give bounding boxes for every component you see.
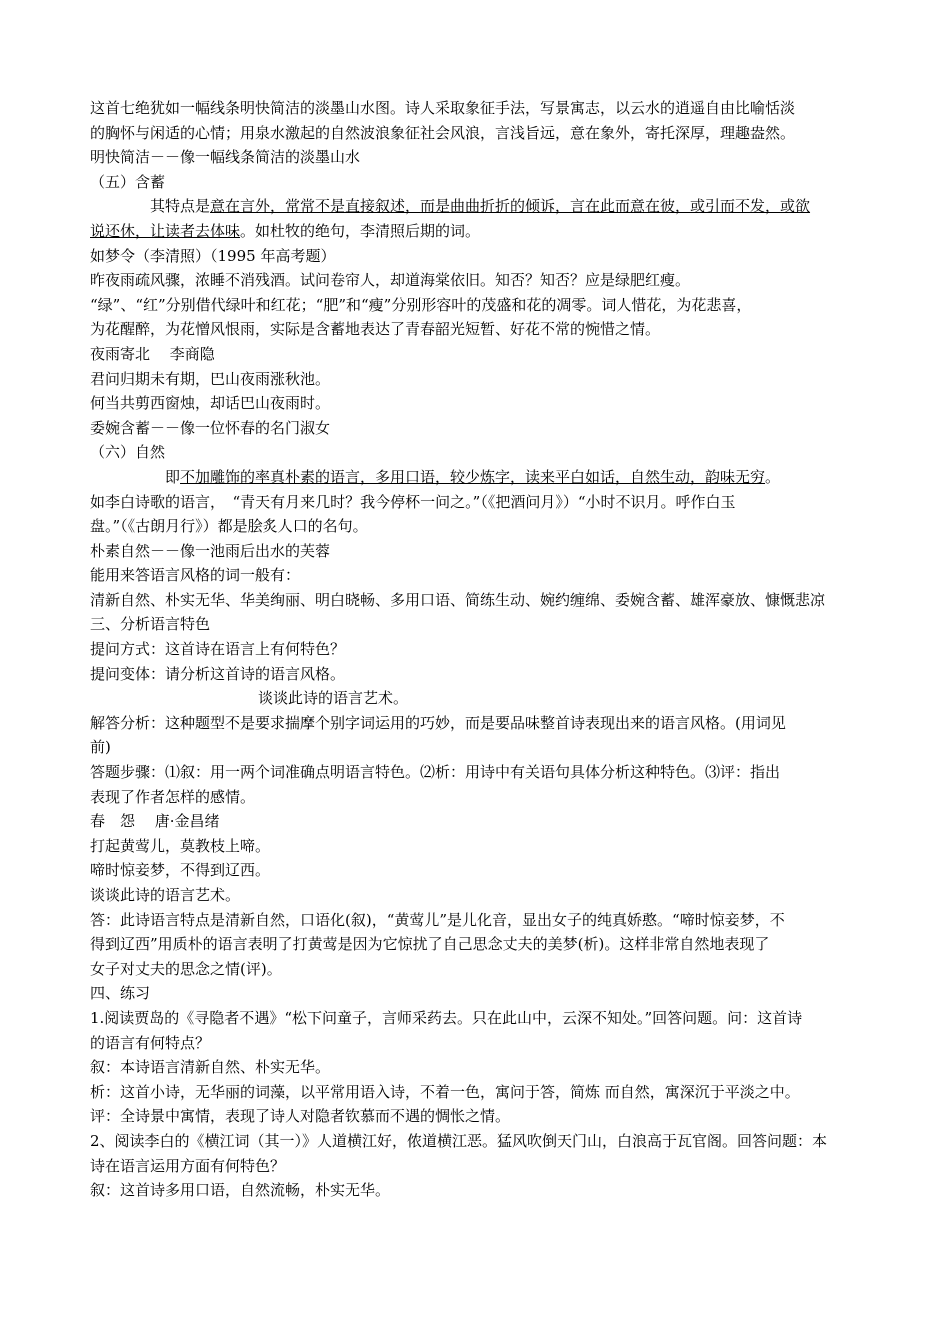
examples-line-4: 夜雨寄北 李商隐 [90,344,215,363]
analysis-line-6: 啼时惊妾梦，不得到辽西。 [90,861,271,880]
analysis-line-8: 答：此诗语言特点是清新自然，口语化(叙)，“黄莺儿”是儿化音，显出女子的纯真娇憨。“啼时惊妾梦，不 [90,910,785,929]
natural-line-6: 提问方式：这首诗在语言上有何特色？ [90,640,346,659]
natural-line-0: 如李白诗歌的语言， “青天有月来几时？我今停杯一问之。”（《把酒问月》）“小时不识月。呼作白玉 [90,492,736,511]
natural-line-1: 盘。”（《古朗月行》）都是脍炙人口的名句。 [90,517,368,536]
examples-line-5: 君问归期未有期，巴山夜雨涨秋池。 [90,369,331,388]
analysis-line-14: 叙：本诗语言清新自然、朴实无华。 [90,1058,331,1077]
analysis-line-4: 春 怨 唐·金昌绪 [90,812,220,831]
question-variant-2: 谈谈此诗的语言艺术。 [258,689,409,708]
analysis-line-15: 析：这首小诗，无华丽的词藻，以平常用语入诗，不着一色，寓问于答，简炼 而自然，寓深沉于平淡之中。 [90,1082,800,1101]
natural-line-3: 能用来答语言风格的词一般有： [90,566,301,585]
text-block-analysis [90,711,870,1203]
paragraph-zi-ran [90,465,870,490]
natural-line-7: 提问变体：请分析这首诗的语言风格。 [90,664,346,683]
analysis-line-18: 诗在语言运用方面有何特色？ [90,1156,286,1175]
han-xu-underlined-1: 意在言外，常常不是直接叙述，而是曲曲折折的倾诉，言在此而意在彼，或引而不发，或欲 [210,197,811,216]
analysis-line-1: 前) [90,738,111,757]
examples-line-3: 为花醒醉，为花憎风恨雨，实际是含蓄地表达了青春韶光短暂、好花不常的惋惜之情。 [90,320,661,339]
analysis-line-13: 的语言有何特点？ [90,1033,211,1052]
document-page [90,96,870,1203]
analysis-line-11: 四、练习 [90,984,151,1003]
analysis-line-19: 叙：这首诗多用口语，自然流畅，朴实无华。 [90,1181,391,1200]
text-block-natural [90,490,870,687]
examples-line-0: 如梦令（李清照）（1995 年高考题） [90,246,336,265]
intro-line-1: 的胸怀与闲适的心情；用泉水激起的自然波浪象征社会风浪，言浅旨远，意在象外，寄托深厚，理趣盎然。 [90,123,796,142]
text-block-examples [90,244,870,465]
intro-line-3: （五）含蓄 [90,172,166,191]
intro-line-2: 明快简洁－－像一幅线条简洁的淡墨山水 [90,148,361,167]
examples-line-6: 何当共剪西窗烛，却话巴山夜雨时。 [90,394,331,413]
zi-ran-lead: 即 [165,467,181,486]
analysis-line-10: 女子对丈夫的思念之情(评)。 [90,959,282,978]
analysis-line-2: 答题步骤：⑴叙：用一两个词准确点明语言特色。⑵析：用诗中有关语句具体分析这种特色。⑶评：指出 [90,763,781,782]
han-xu-underlined-2: 说还休，让读者去体味 [90,221,241,240]
examples-line-2: “绿”、“红”分别借代绿叶和红花；“肥”和“瘦”分别形容叶的茂盛和花的凋零。词人惜花，为花悲喜， [90,295,752,314]
analysis-line-7: 谈谈此诗的语言艺术。 [90,886,241,904]
examples-line-7: 委婉含蓄－－像一位怀春的名门淑女 [90,418,331,437]
paragraph-han-xu-line2 [90,219,870,244]
natural-line-4: 清新自然、朴实无华、华美绚丽、明白晓畅、多用口语、简练生动、婉约缠绵、委婉含蓄、雄浑豪放、慷慨悲凉 [90,590,826,609]
analysis-line-17: 2、阅读李白的《横江词（其一）》人道横江好，侬道横江恶。猛风吹倒天门山，白浪高于瓦官阁。回答问题：本 [90,1131,828,1150]
paragraph-han-xu-line1 [90,194,870,219]
text-block-intro [90,96,870,194]
intro-line-0: 这首七绝犹如一幅线条明快简洁的淡墨山水图。诗人采取象征手法，写景寓志，以云水的逍遥自由比喻恬淡 [90,99,796,117]
natural-line-2: 朴素自然－－像一池雨后出水的芙蓉 [90,541,331,560]
zi-ran-underlined: 不加雕饰的率真朴素的语言，多用口语，较少炼字，读来平白如话，自然生动，韵味无穷 [180,467,766,486]
natural-line-5: 三、分析语言特色 [90,615,211,634]
zi-ran-tail: 。 [765,467,781,486]
analysis-line-12: 1.阅读贾岛的《寻隐者不遇》“松下问童子，言师采药去。只在此山中，云深不知处。”回答问题。问：这首诗 [90,1008,803,1027]
analysis-line-16: 评：全诗景中寓情，表现了诗人对隐者钦慕而不遇的惆怅之情。 [90,1107,511,1126]
analysis-line-0: 解答分析：这种题型不是要求揣摩个别字词运用的巧妙，而是要品味整首诗表现出来的语言风格。(用词见 [90,713,786,732]
examples-line-8: （六）自然 [90,443,166,462]
han-xu-lead: 其特点是 [150,197,211,216]
analysis-line-5: 打起黄莺儿，莫教枝上啼。 [90,836,271,855]
examples-line-1: 昨夜雨疏风骤，浓睡不消残酒。试问卷帘人，却道海棠依旧。知否？知否？应是绿肥红瘦。 [90,271,691,290]
analysis-line-9: 得到辽西”用质朴的语言表明了打黄莺是因为它惊扰了自己思念丈夫的美梦(析)。这样非常自然地表现了 [90,935,770,954]
han-xu-tail: 。如杜牧的绝句，李清照后期的词。 [240,221,481,240]
analysis-line-3: 表现了作者怎样的感情。 [90,787,256,806]
